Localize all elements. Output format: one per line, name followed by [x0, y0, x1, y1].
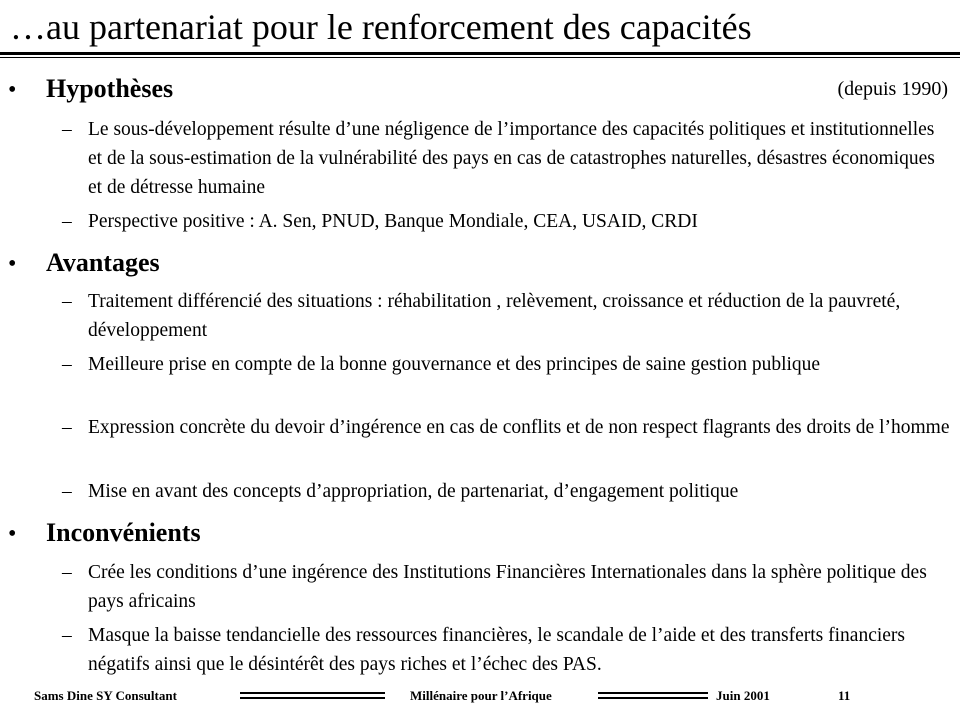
bullet-icon: • — [8, 77, 17, 103]
dash-icon: – — [62, 211, 72, 232]
list-item-text: Expression concrète du devoir d’ingérence en cas de conflits et de non respect flagrants des droits de l’homme — [88, 417, 950, 438]
footer-title: Millénaire pour l’Afrique — [410, 688, 552, 703]
section-hypotheses-heading — [8, 72, 948, 107]
section-avantages-heading — [8, 246, 948, 281]
footer-rule — [240, 692, 385, 694]
list-item — [62, 558, 950, 616]
footer-rule — [598, 697, 708, 699]
dash-icon: – — [62, 562, 72, 583]
dash-icon: – — [62, 354, 72, 375]
list-item — [62, 115, 950, 202]
list-item-text: Meilleure prise en compte de la bonne gouvernance et des principes de saine gestion publique — [88, 354, 821, 375]
list-item-text: Masque la baisse tendancielle des ressources financières, le scandale de l’aide et des transferts financiers négatifs ainsi que le désintérêt des pays riches et l’échec des PAS. — [88, 625, 906, 675]
section-inconvenients-heading — [8, 516, 948, 551]
slide-footer — [0, 686, 960, 710]
list-item — [62, 287, 950, 345]
footer-date: Juin 2001 — [716, 688, 770, 703]
dash-icon: – — [62, 625, 72, 646]
list-item — [62, 207, 950, 236]
list-item-text: Perspective positive : A. Sen, PNUD, Banque Mondiale, CEA, USAID, CRDI — [88, 211, 698, 232]
list-item — [62, 621, 950, 679]
footer-page-number: 11 — [838, 688, 851, 703]
title-rule — [0, 52, 960, 55]
footer-rule — [598, 692, 708, 694]
footer-rule — [240, 697, 385, 699]
bullet-icon: • — [8, 521, 17, 547]
section-heading-text: Hypothèses — [46, 74, 174, 103]
list-item — [62, 477, 950, 506]
dash-icon: – — [62, 481, 72, 502]
section-heading-text: Avantages — [46, 248, 160, 277]
slide-title: …au partenariat pour le renforcement des capacités — [10, 7, 752, 47]
footer-author: Sams Dine SY Consultant — [34, 688, 177, 703]
list-item-text: Mise en avant des concepts d’appropriation, de partenariat, d’engagement politique — [88, 481, 739, 502]
list-item-text: Traitement différencié des situations : réhabilitation , relèvement, croissance et réduction de la pauvreté, développement — [88, 291, 901, 341]
dash-icon: – — [62, 417, 72, 438]
dash-icon: – — [62, 119, 72, 140]
section-heading-text: Inconvénients — [46, 518, 201, 547]
dash-icon: – — [62, 291, 72, 312]
list-item — [62, 413, 950, 442]
title-rule-thin — [0, 57, 960, 58]
list-item-text: Le sous-développement résulte d’une négligence de l’importance des capacités politiques et institutionnelles et de la sous-estimation de la vulnérabilité des pays en cas de catastrophes naturelles, désastres économiques et de détresse humaine — [88, 119, 935, 198]
list-item-text: Crée les conditions d’une ingérence des Institutions Financières Internationales dans la sphère politique des pays africains — [88, 562, 927, 612]
list-item — [62, 350, 950, 379]
bullet-icon: • — [8, 251, 17, 277]
section-note: (depuis 1990) — [837, 78, 948, 100]
